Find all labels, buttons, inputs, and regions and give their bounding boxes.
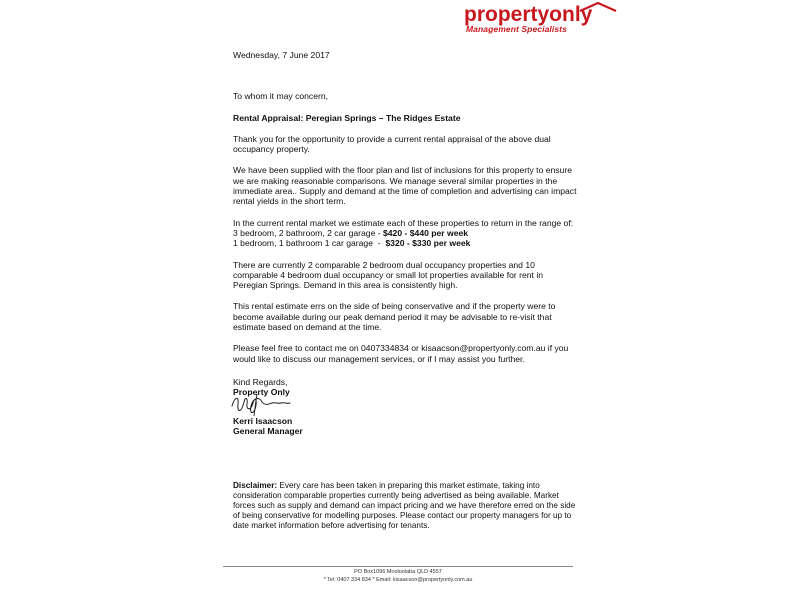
signature [233,398,578,416]
signatory-title: General Manager [233,425,303,436]
footer-divider [223,566,573,567]
estimate-intro: In the current rental market we estimate each of these properties to return in the range of: [233,217,574,228]
letter-body [233,50,578,436]
handwritten-signature-icon [229,392,299,418]
estimate-3-bedroom-label: 3 bedroom, 2 bathroom, 2 car garage - [233,227,383,238]
paragraph-intro: Thank you for the opportunity to provide a current rental appraisal of the above dual occupancy property. [233,133,551,155]
letter-salutation: To whom it may concern, [233,91,329,102]
estimate-1-bedroom-value: $320 - $330 per week [385,238,471,249]
rental-estimate-block [233,218,578,249]
paragraph-demand: There are currently 2 comparable 2 bedroom dual occupancy properties and 10 comparable 4 bedroom dual occupancy or small lot properties available for rent in Peregian Springs. Demand in this area is consistently high. [233,259,544,291]
footer-contact: * Tel: 0407 334 834 * Email: kisaacson@propertyonly.com.au [323,577,473,583]
disclaimer-label: Disclaimer: [233,481,278,490]
letter-subject: Rental Appraisal: Peregian Springs – The Ridges Estate [233,112,461,123]
signatory-name: Kerri Isaacson [233,415,293,426]
disclaimer [233,481,578,531]
logo-tagline: Management Specialists [466,24,567,34]
company-name: Property Only [233,387,290,398]
paragraph-comparisons: We have been supplied with the floor plan and list of inclusions for this property to ensure we are making reasonable comparisons. We manage several similar properties in the immediate area.. Supply and demand at the time of completion and advertising can impact rental yields in the short term. [233,165,577,207]
estimate-row-3-bedroom [233,228,578,238]
disclaimer-text: Every care has been taken in preparing this market estimate, taking into consideration comparable properties currently being advertised as being available. Market forces such as supply and demand can impact pricing and we have therefore erred on the side of being conservative for modelling purposes. Please contact our property managers for up to date market information before advertising for tenants. [233,481,576,530]
brand-name: propertyonly [464,3,593,26]
logo-wordmark [462,2,622,26]
estimate-3-bedroom-value: $420 - $440 per week [383,227,469,238]
footer [223,568,573,584]
estimate-row-1-bedroom [233,238,578,248]
estimate-1-bedroom-label: 1 bedroom, 1 bathroom 1 car garage - [233,238,386,249]
paragraph-conservative: This rental estimate errs on the side of being conservative and if the property were to become available during our peak demand period it may be advisable to re-visit that estimate based on demand at the time. [233,301,556,333]
letter-date: Wednesday, 7 June 2017 [233,50,330,60]
paragraph-contact: Please feel free to contact me on 0407334834 or kisaacson@propertyonly.com.au if you would like to discuss our management services, or if I may assist you further. [233,343,569,364]
footer-address: PO Box1096 Mooloolaba QLD 4557 [354,569,442,575]
letter-closing: Kind Regards, [233,376,288,387]
company-logo [462,2,622,34]
